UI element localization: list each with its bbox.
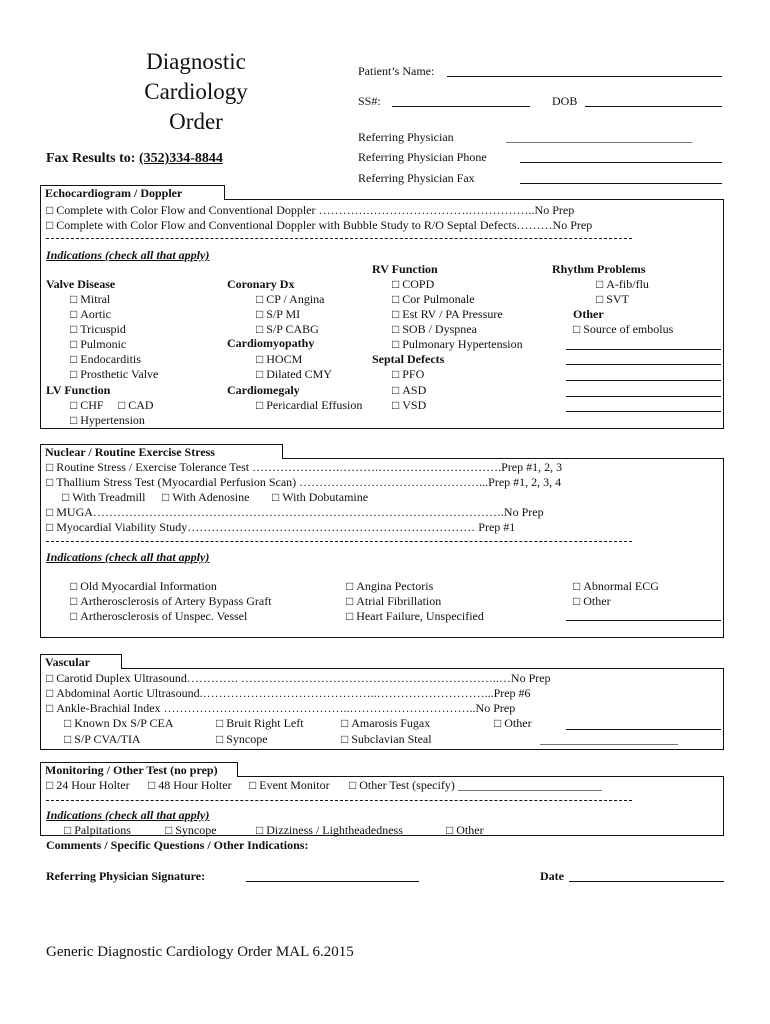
monitoring-syncope[interactable]: □ Syncope [165, 823, 217, 837]
nuclear-artherosclerosis-graft[interactable]: □ Artherosclerosis of Artery Bypass Graft [70, 594, 272, 608]
nuclear-routine-stress[interactable]: □ Routine Stress / Exercise Tolerance Test ………………….……….………………………….Prep #1, 2, 3 [46, 460, 562, 474]
nuclear-angina[interactable]: □ Angina Pectoris [346, 579, 433, 593]
nuclear-other-line[interactable] [566, 620, 721, 621]
signature-label: Referring Physician Signature: [46, 869, 206, 883]
monitoring-48h[interactable]: □ 48 Hour Holter [148, 778, 232, 792]
nuclear-divider [46, 541, 632, 542]
coronary-sp-mi[interactable]: □ S/P MI [256, 307, 300, 321]
vascular-other-line-1[interactable] [566, 729, 721, 730]
rv-cor-pulmonale[interactable]: □ Cor Pulmonale [392, 292, 475, 306]
coronary-title: Coronary Dx [227, 277, 295, 291]
fax-label: Fax Results to: [46, 151, 136, 166]
echo-other-line-2[interactable] [566, 364, 721, 365]
valve-prosthetic[interactable]: □ Prosthetic Valve [70, 367, 158, 381]
echo-other-line-5[interactable] [566, 411, 721, 412]
monitoring-dizziness[interactable]: □ Dizziness / Lightheadedness [256, 823, 403, 837]
ref-fax-field[interactable] [520, 183, 722, 184]
echo-header: Echocardiogram / Doppler [40, 185, 225, 200]
lv-title: LV Function [46, 383, 111, 397]
ref-physician-label: Referring Physician [358, 130, 454, 144]
dob-field[interactable] [585, 106, 722, 107]
nuclear-with-treadmill[interactable]: □ With Treadmill [62, 490, 145, 504]
vascular-other-line-2[interactable]: _______________________ [540, 732, 678, 746]
monitoring-divider [46, 800, 632, 801]
echo-indications: Indications (check all that apply) [46, 248, 210, 262]
rhythm-afib[interactable]: □ A-fib/flu [596, 277, 649, 291]
nuclear-viability[interactable]: □ Myocardial Viability Study……………………………………………………………… Prep #1 [46, 520, 515, 534]
nuclear-with-dobutamine[interactable]: □ With Dobutamine [272, 490, 368, 504]
cardiomegaly-pericardial[interactable]: □ Pericardial Effusion [256, 398, 362, 412]
lv-chf[interactable]: □ CHF [70, 398, 104, 412]
cardiomegaly-title: Cardiomegaly [227, 383, 300, 397]
vascular-sp-cva[interactable]: □ S/P CVA/TIA [64, 732, 141, 746]
vascular-abdominal[interactable]: □ Abdominal Aortic Ultrasound.……………………………………..………………………...Prep #6 [46, 686, 531, 700]
valve-mitral[interactable]: □ Mitral [70, 292, 110, 306]
echo-bubble-study[interactable]: □ Complete with Color Flow and Conventional Doppler with Bubble Study to R/O Septal Defects………No Prep [46, 218, 592, 232]
nuclear-header: Nuclear / Routine Exercise Stress [40, 444, 283, 459]
vascular-syncope[interactable]: □ Syncope [216, 732, 268, 746]
echo-other-line-3[interactable] [566, 380, 721, 381]
date-label: Date [540, 869, 564, 883]
rhythm-title: Rhythm Problems [552, 262, 646, 276]
dob-label: DOB [552, 94, 578, 108]
rhythm-svt[interactable]: □ SVT [596, 292, 629, 306]
cardiomyopathy-title: Cardiomyopathy [227, 336, 315, 350]
echo-other-line-1[interactable] [566, 349, 721, 350]
septal-asd[interactable]: □ ASD [392, 383, 426, 397]
monitoring-event[interactable]: □ Event Monitor [249, 778, 330, 792]
form-title [96, 47, 296, 137]
rv-sob[interactable]: □ SOB / Dyspnea [392, 322, 477, 336]
vascular-bruit[interactable]: □ Bruit Right Left [216, 716, 304, 730]
monitoring-other[interactable]: □ Other ________________________________ [446, 823, 679, 837]
ref-physician-field[interactable]: _______________________________ [506, 130, 692, 144]
fax-number: (352)334-8844 [138, 151, 223, 166]
title-line-3: Order [169, 109, 223, 134]
echo-complete-doppler[interactable]: □ Complete with Color Flow and Conventional Doppler ………….…………………….……………..No Prep [46, 203, 574, 217]
echo-divider [46, 238, 632, 239]
fax-results [46, 151, 223, 167]
lv-hypertension[interactable]: □ Hypertension [70, 413, 145, 427]
nuclear-other[interactable]: □ Other [573, 594, 611, 608]
nuclear-afib[interactable]: □ Atrial Fibrillation [346, 594, 441, 608]
monitoring-24h[interactable]: □ 24 Hour Holter [46, 778, 130, 792]
valve-title: Valve Disease [46, 277, 116, 291]
echo-other-title: Other [573, 307, 604, 321]
patient-name-field[interactable] [447, 76, 722, 77]
vascular-ankle-brachial[interactable]: □ Ankle-Brachial Index ………………………………………..…………………………..No Prep [46, 701, 515, 715]
coronary-angina[interactable]: □ CP / Angina [256, 292, 324, 306]
monitoring-palpitations[interactable]: □ Palpitations [64, 823, 131, 837]
ref-fax-label: Referring Physician Fax [358, 171, 475, 185]
monitoring-indications: Indications (check all that apply) [46, 808, 210, 822]
title-line-2: Cardiology [144, 79, 248, 104]
nuclear-with-adenosine[interactable]: □ With Adenosine [162, 490, 249, 504]
septal-vsd[interactable]: □ VSD [392, 398, 426, 412]
patient-name-label: Patient’s Name: [358, 64, 435, 78]
rv-copd[interactable]: □ COPD [392, 277, 434, 291]
lv-cad[interactable]: □ CAD [118, 398, 154, 412]
nuclear-indications: Indications (check all that apply) [46, 550, 210, 564]
vascular-carotid[interactable]: □ Carotid Duplex Ultrasound…………. ………………………………………………………..…No Prep [46, 671, 551, 685]
monitoring-other-test[interactable]: □ Other Test (specify) ________________________ [349, 778, 602, 792]
nuclear-thallium[interactable]: □ Thallium Stress Test (Myocardial Perfusion Scan) ………………………………………...Prep #1, 2, 3, 4 [46, 475, 561, 489]
rv-est-pressure[interactable]: □ Est RV / PA Pressure [392, 307, 503, 321]
vascular-known-dx[interactable]: □ Known Dx S/P CEA [64, 716, 173, 730]
ss-field[interactable] [392, 106, 530, 107]
vascular-other[interactable]: □ Other [494, 716, 532, 730]
ss-label: SS#: [358, 94, 381, 108]
vascular-header: Vascular [40, 654, 122, 669]
other-source-embolus[interactable]: □ Source of embolus [573, 322, 673, 336]
coronary-sp-cabg[interactable]: □ S/P CABG [256, 322, 319, 336]
valve-pulmonic[interactable]: □ Pulmonic [70, 337, 126, 351]
comments-label: Comments / Specific Questions / Other Indications: [46, 838, 309, 852]
rv-title: RV Function [372, 262, 438, 276]
footer-text: Generic Diagnostic Cardiology Order MAL 6.2015 [46, 944, 354, 960]
echo-section [40, 199, 724, 429]
date-field[interactable] [569, 881, 724, 882]
nuclear-abnormal-ecg[interactable]: □ Abnormal ECG [573, 579, 659, 593]
rv-pulm-htn[interactable]: □ Pulmonary Hypertension [392, 337, 523, 351]
nuclear-artherosclerosis-vessel[interactable]: □ Artherosclerosis of Unspec. Vessel [70, 609, 247, 623]
vascular-subclavian[interactable]: □ Subclavian Steal [341, 732, 432, 746]
vascular-amarosis[interactable]: □ Amarosis Fugax [341, 716, 430, 730]
cardiomyo-dilated[interactable]: □ Dilated CMY [256, 367, 332, 381]
valve-endocarditis[interactable]: □ Endocarditis [70, 352, 141, 366]
valve-aortic[interactable]: □ Aortic [70, 307, 111, 321]
signature-field[interactable] [246, 881, 419, 882]
cardiomyo-hocm[interactable]: □ HOCM [256, 352, 302, 366]
nuclear-old-mi[interactable]: □ Old Myocardial Information [70, 579, 217, 593]
nuclear-muga[interactable]: □ MUGA………………………………………………………………………………………….No Prep [46, 505, 544, 519]
septal-title: Septal Defects [372, 352, 445, 366]
echo-other-line-4[interactable] [566, 396, 721, 397]
nuclear-heart-failure[interactable]: □ Heart Failure, Unspecified [346, 609, 484, 623]
septal-pfo[interactable]: □ PFO [392, 367, 424, 381]
ref-phone-label: Referring Physician Phone [358, 150, 487, 164]
title-line-1: Diagnostic [146, 49, 246, 74]
monitoring-header: Monitoring / Other Test (no prep) [40, 762, 238, 777]
ref-phone-field[interactable] [520, 162, 722, 163]
valve-tricuspid[interactable]: □ Tricuspid [70, 322, 126, 336]
